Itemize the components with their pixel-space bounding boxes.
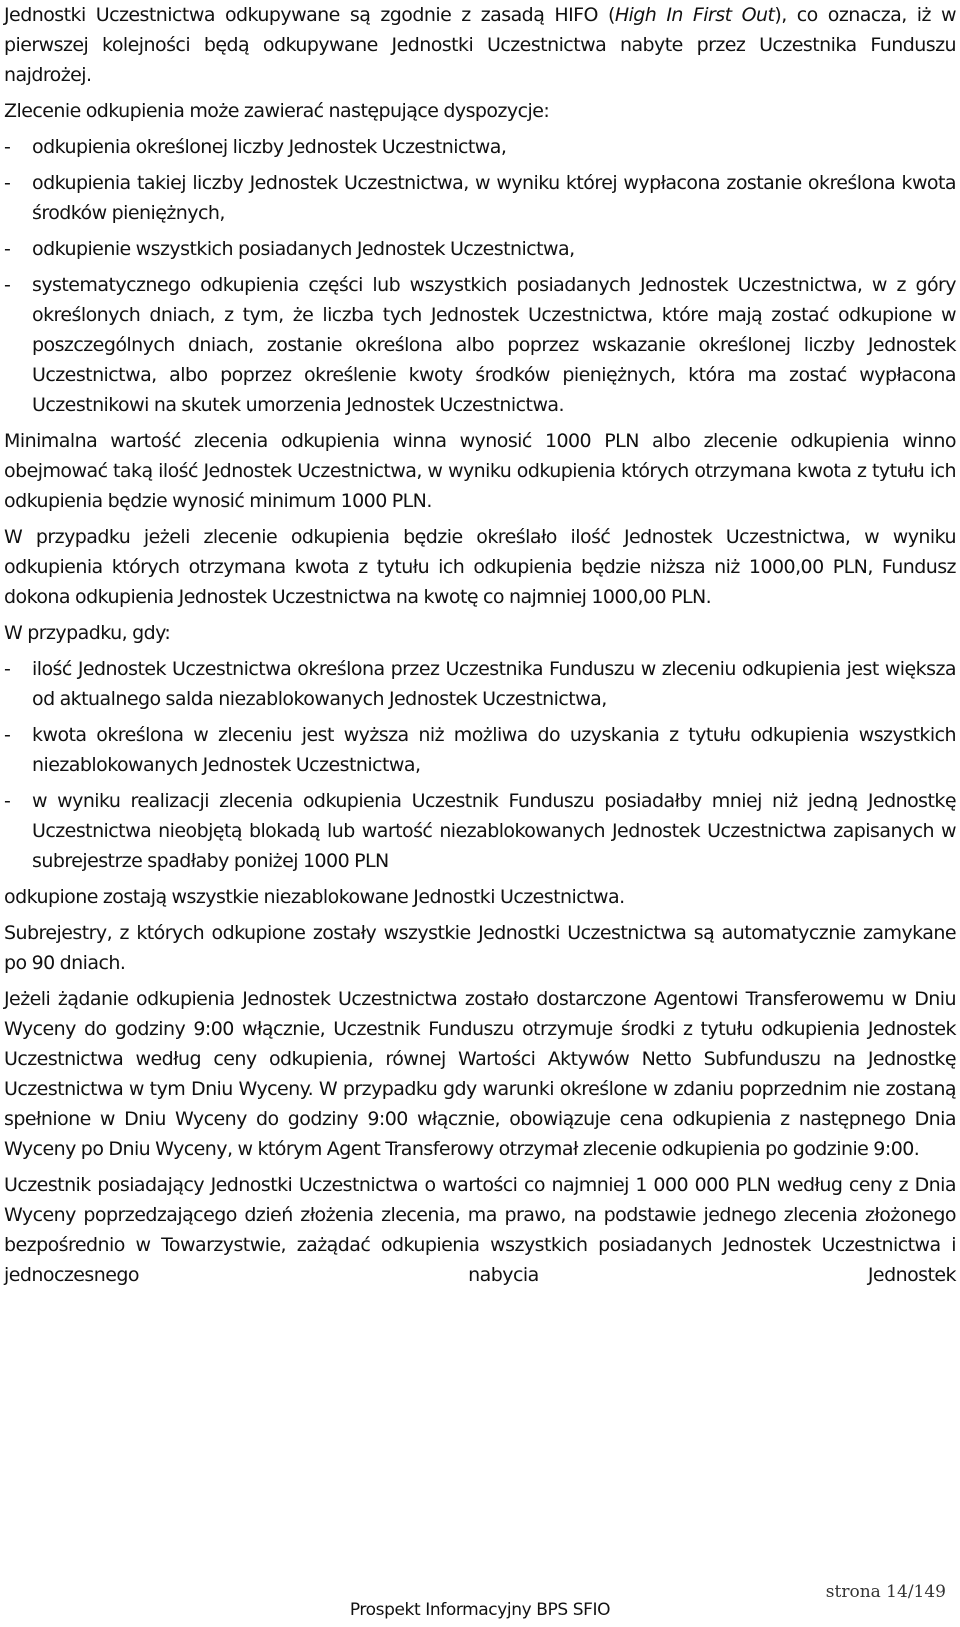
paragraph-cases-intro: W przypadku, gdy: xyxy=(4,622,171,644)
list-dash: - xyxy=(4,238,11,260)
list-dash: - xyxy=(4,658,11,680)
list-dash: - xyxy=(4,790,11,812)
paragraph-hifo xyxy=(4,0,956,90)
list-item-text: kwota określona w zleceniu jest wyższa niż możliwa do uzyskania z tytułu odkupienia wszystkich niezablokowanych Jednostek Uczestnictwa, xyxy=(32,724,956,776)
paragraph-hifo-text-b: ), co oznacza, iż w pierwszej kolejności będą odkupywane Jednostki Uczestnictwa nabyte przez Uczestnika Funduszu najdrożej. xyxy=(4,4,956,86)
document-body xyxy=(4,0,956,1296)
list-dash: - xyxy=(4,724,11,746)
list-dash: - xyxy=(4,274,11,296)
list-item-text: odkupienia określonej liczby Jednostek Uczestnictwa, xyxy=(32,136,507,158)
list-item-text: systematycznego odkupienia części lub wszystkich posiadanych Jednostek Uczestnictwa, w z góry określonych dniach, z tym, że liczba tych Jednostek Uczestnictwa, które mają zostać odkupione w poszczególnych dniach, zostanie określona albo poprzez wskazanie określonej liczby Jednostek Uczestnictwa, albo poprzez określenie kwoty środków pieniężnych, która ma zostać wypłacona Uczestnikowi na skutek umorzenia Jednostek Uczestnictwa. xyxy=(32,274,956,416)
list-item xyxy=(4,786,956,876)
list-item-text: odkupienia takiej liczby Jednostek Uczestnictwa, w wyniku której wypłacona zostanie określona kwota środków pieniężnych, xyxy=(32,172,956,224)
list-item-text: w wyniku realizacji zlecenia odkupienia Uczestnik Funduszu posiadałby mniej niż jedną Jednostkę Uczestnictwa nieobjętą blokadą lub wartość niezablokowanych Jednostek Uczestnictwa zapisanych w subrejestrze spadłaby poniżej 1000 PLN xyxy=(32,790,956,872)
paragraph-dispositions-intro: Zlecenie odkupienia może zawierać następujące dyspozycje: xyxy=(4,100,550,122)
paragraph-below-minimum: W przypadku jeżeli zlecenie odkupienia będzie określało ilość Jednostek Uczestnictwa, w wyniku odkupienia których otrzymana kwota z tytułu ich odkupienia będzie niższa niż 1000,00 PLN, Fundusz dokona odkupienia Jednostek Uczestnictwa na kwotę co najmniej 1000,00 PLN. xyxy=(4,526,956,608)
list-item-text: ilość Jednostek Uczestnictwa określona przez Uczestnika Funduszu w zleceniu odkupienia jest większa od aktualnego salda niezablokowanych Jednostek Uczestnictwa, xyxy=(32,658,956,710)
paragraph-valuation-day: Jeżeli żądanie odkupienia Jednostek Uczestnictwa zostało dostarczone Agentowi Transferowemu w Dniu Wyceny do godziny 9:00 włącznie, Uczestnik Funduszu otrzymuje środki z tytułu odkupienia Jednostek Uczestnictwa według ceny odkupienia, równej Wartości Aktywów Netto Subfunduszu na Jednostkę Uczestnictwa w tym Dniu Wyceny. W przypadku gdy warunki określone w zdaniu poprzednim nie zostaną spełnione w Dniu Wyceny do godziny 9:00 włącznie, obowiązuje cena odkupienia z następnego Dnia Wyceny po Dniu Wyceny, w którym Agent Transferowy otrzymał zlecenie odkupienia po godzinie 9:00. xyxy=(4,988,956,1160)
footer-title: Prospekt Informacyjny BPS SFIO xyxy=(349,1600,611,1620)
list-dash: - xyxy=(4,172,11,194)
page-number: strona 14/149 xyxy=(825,1582,946,1602)
list-item xyxy=(4,234,956,264)
list-item xyxy=(4,720,956,780)
list-dash: - xyxy=(4,136,11,158)
list-item-text: odkupienie wszystkich posiadanych Jednostek Uczestnictwa, xyxy=(32,238,575,260)
hifo-italic: High In First Out xyxy=(614,4,775,26)
list-item xyxy=(4,654,956,714)
paragraph-large-participant: Uczestnik posiadający Jednostki Uczestnictwa o wartości co najmniej 1 000 000 PLN według ceny z Dnia Wyceny poprzedzającego dzień złożenia zlecenia, ma prawo, na podstawie jednego zlecenia złożonego bezpośrednio w Towarzystwie, zażądać odkupienia wszystkich posiadanych Jednostek Uczestnictwa i jednoczesnego nabycia Jednostek xyxy=(4,1174,956,1286)
list-item xyxy=(4,168,956,228)
list-item xyxy=(4,132,956,162)
paragraph-minimum-value: Minimalna wartość zlecenia odkupienia winna wynosić 1000 PLN albo zlecenie odkupienia winno obejmować taką ilość Jednostek Uczestnictwa, w wyniku odkupienia których otrzymana kwota z tytułu ich odkupienia będzie wynosić minimum 1000 PLN. xyxy=(4,430,956,512)
paragraph-hifo-text-a: Jednostki Uczestnictwa odkupywane są zgodnie z zasadą HIFO ( xyxy=(4,4,615,26)
paragraph-subregisters-closed: Subrejestry, z których odkupione zostały wszystkie Jednostki Uczestnictwa są automatycznie zamykane po 90 dniach. xyxy=(4,922,956,974)
list-item xyxy=(4,270,956,420)
paragraph-all-redeemed: odkupione zostają wszystkie niezablokowane Jednostki Uczestnictwa. xyxy=(4,886,625,908)
